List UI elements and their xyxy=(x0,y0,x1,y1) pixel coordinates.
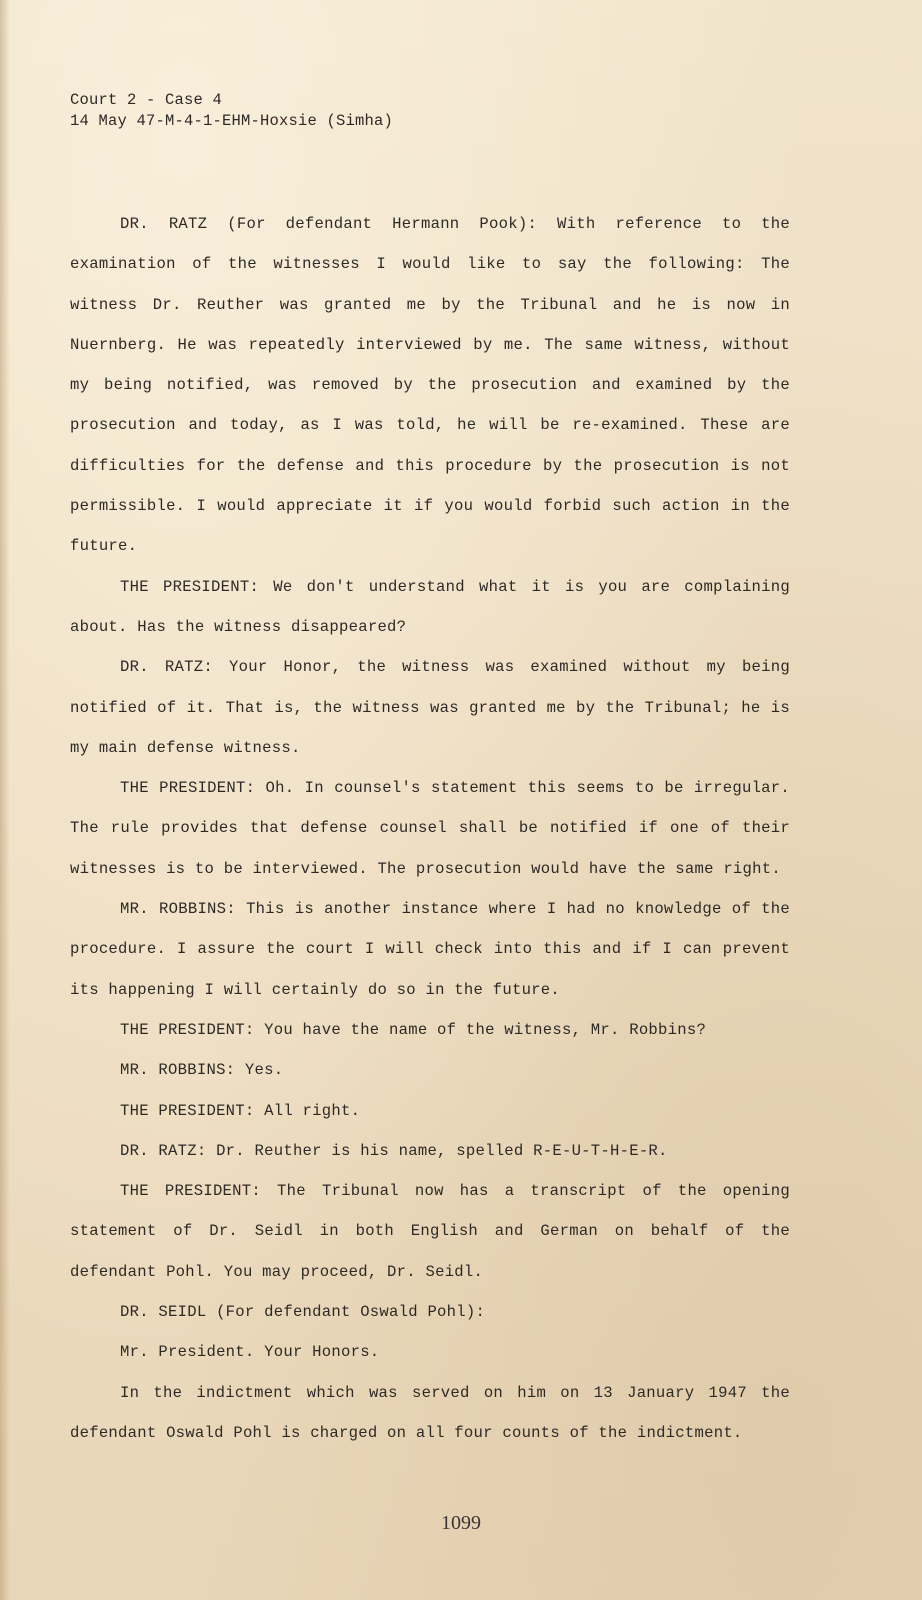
paragraph-president-ruling: THE PRESIDENT: Oh. In counsel's statement this seems to be irregular. The rule provides that defense counsel shall be notified if one of their witnesses is to be interviewed. The prosecution would have the same right. xyxy=(70,779,790,878)
paragraph-ratz-reply: DR. RATZ: Your Honor, the witness was examined without my being notified of it. That is, the witness was granted me by the Tribunal; he is my main defense witness. xyxy=(70,658,790,757)
page-number: 1099 xyxy=(441,1512,481,1534)
paragraph-president-witness-name: THE PRESIDENT: You have the name of the witness, Mr. Robbins? xyxy=(120,1020,707,1039)
header-date-reference: 14 May 47-M-4-1-EHM-Hoxsie (Simha) xyxy=(70,112,394,130)
paragraph-ratz-spelling: DR. RATZ: Dr. Reuther is his name, spelled R-E-U-T-H-E-R. xyxy=(120,1141,668,1160)
transcript-body xyxy=(70,204,790,1453)
paper-edge-shadow xyxy=(0,0,10,1600)
paragraph-president-question: THE PRESIDENT: We don't understand what it is you are complaining about. Has the witness disappeared? xyxy=(70,577,790,636)
paragraph-indictment: In the indictment which was served on him on 13 January 1947 the defendant Oswald Pohl is charged on all four counts of the indictment. xyxy=(70,1383,790,1442)
paragraph-robbins-yes: MR. ROBBINS: Yes. xyxy=(120,1061,284,1080)
paragraph-ratz-statement: DR. RATZ (For defendant Hermann Pook): With reference to the examination of the witnesses I would like to say the following: The witness Dr. Reuther was granted me by the Tribunal and he is now in Nuernberg. He was repeatedly interviewed by me. The same witness, without my being notified, was removed by the prosecution and examined by the prosecution and today, as I was told, he will be re-examined. These are difficulties for the defense and this procedure by the prosecution is not permissible. I would appreciate it if you would forbid such action in the future. xyxy=(70,215,790,556)
paragraph-president-transcript: THE PRESIDENT: The Tribunal now has a transcript of the opening statement of Dr. Seidl in both English and German on behalf of the defendant Pohl. You may proceed, Dr. Seidl. xyxy=(70,1182,790,1281)
document-header xyxy=(70,90,393,132)
paragraph-president-all-right: THE PRESIDENT: All right. xyxy=(120,1101,361,1120)
header-court-case: Court 2 - Case 4 xyxy=(70,91,223,109)
paragraph-seidl-address: Mr. President. Your Honors. xyxy=(120,1343,380,1362)
paragraph-robbins-response: MR. ROBBINS: This is another instance where I had no knowledge of the procedure. I assure the court I will check into this and if I can prevent its happening I will certainly do so in the future. xyxy=(70,900,790,999)
paragraph-seidl-heading: DR. SEIDL (For defendant Oswald Pohl): xyxy=(120,1303,486,1322)
